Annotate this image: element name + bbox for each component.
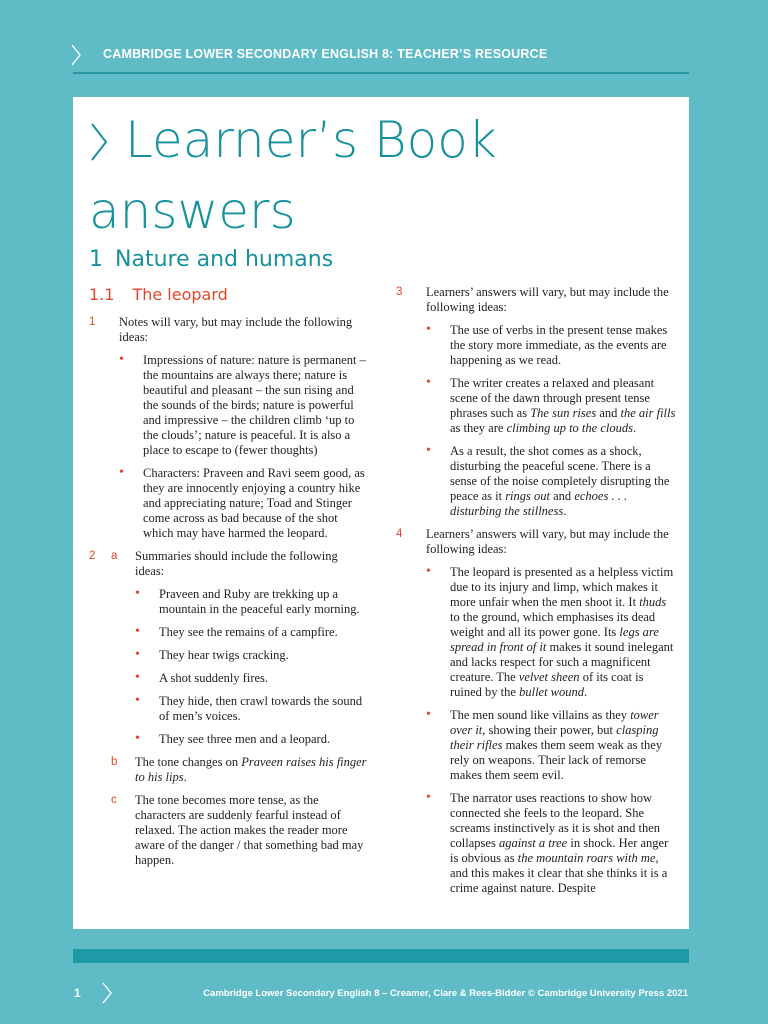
page-number: 1	[74, 986, 81, 1000]
question-2c	[89, 793, 369, 868]
list-item: • They hide, then crawl towards the sound of men’s voices.	[135, 694, 369, 724]
question-number: 2	[89, 550, 96, 562]
footer-credit: Cambridge Lower Secondary English 8 – Creamer, Clare & Rees-Bidder © Cambridge University Press 2021	[203, 988, 688, 999]
page-title	[87, 105, 497, 247]
list-item: • Praveen and Ruby are trekking up a mountain in the peaceful early morning.	[135, 587, 369, 617]
question-2b	[89, 755, 369, 785]
left-column	[89, 315, 369, 876]
page-sheet	[73, 97, 689, 929]
question-2	[89, 549, 369, 747]
list-item: • The men sound like villains as they tower over it, showing their power, but clasping their rifles makes them seem weak as they rely on weapons. Their lack of remorse makes them seem evil.	[426, 708, 676, 783]
list-item: • The writer creates a relaxed and pleasant scene of the dawn through present tense phrases such as The sun rises and the air fills as they are climbing up to the clouds.	[426, 376, 676, 436]
answer-text: The tone becomes more tense, as the characters are suddenly fearful instead of relaxed. The action makes the reader more aware of the danger / that something bad may happen.	[135, 793, 364, 867]
chapter-number: 1	[89, 247, 103, 272]
list-item: • The leopard is presented as a helpless victim due to its injury and limp, which makes it more unfair when the men shoot it. It thuds to the ground, which emphasises its dead weight and all its power gone. Its legs are spread in front of it makes it sound inelegant and lacks respect for such a magnificent creature. The velvet sheen of its coat is ruined by the bullet wound.	[426, 565, 676, 700]
question-number: 4	[396, 528, 403, 540]
list-item: • As a result, the shot comes as a shock, disturbing the peaceful scene. There is a sense of the noise completely disrupting the peace as it rings out and echoes . . . disturbing the stillness.	[426, 444, 676, 519]
chapter-heading	[89, 247, 333, 272]
list-item: • They see the remains of a campfire.	[135, 625, 369, 640]
page-footer	[0, 980, 768, 1010]
footer-bar	[73, 949, 689, 963]
chapter-title: Nature and humans	[115, 247, 334, 272]
question-intro: Learners’ answers will vary, but may include the following ideas:	[426, 527, 669, 556]
subquestion-label: b	[111, 756, 118, 768]
subquestion-label: a	[111, 550, 118, 562]
question-intro: Learners’ answers will vary, but may include the following ideas:	[426, 285, 669, 314]
list-item: • Impressions of nature: nature is permanent – the mountains are always there; nature is beautiful and pleasant – the sun rising and the sounds of the birds; nature is powerful and impressive – the children climb ‘up to the clouds’; nature is peaceful. It is also a place to escape to (fewer thoughts)	[119, 353, 369, 458]
page-title-line2: answers	[89, 182, 296, 240]
question-number: 3	[396, 286, 403, 298]
list-item: • A shot suddenly fires.	[135, 671, 369, 686]
list-item: • Characters: Praveen and Ravi seem good, as they are innocently enjoying a country hike and appreciating nature; Toad and Stinger come across as bad because of the shot which may have harmed the leopard.	[119, 466, 369, 541]
chevron-right-icon	[101, 982, 113, 1004]
header-rule	[73, 72, 689, 74]
question-1	[89, 315, 369, 541]
subquestion-label: c	[111, 794, 117, 806]
question-3	[396, 285, 676, 519]
question-intro: Notes will vary, but may include the following ideas:	[119, 315, 353, 344]
answer-text: The tone changes on Praveen raises his finger to his lips.	[135, 755, 367, 784]
running-header	[0, 0, 768, 74]
list-item: • They hear twigs cracking.	[135, 648, 369, 663]
question-4	[396, 527, 676, 896]
list-item: • They see three men and a leopard.	[135, 732, 369, 747]
right-column	[396, 285, 676, 904]
question-number: 1	[89, 316, 96, 328]
header-title: CAMBRIDGE LOWER SECONDARY ENGLISH 8: TEACHER’S RESOURCE	[103, 47, 548, 61]
section-heading	[89, 285, 228, 304]
chevron-right-icon	[70, 44, 82, 66]
section-number: 1.1	[89, 285, 115, 304]
list-item: • The use of verbs in the present tense makes the story more immediate, as the events are happening as we read.	[426, 323, 676, 368]
section-title: The leopard	[132, 285, 228, 304]
list-item: • The narrator uses reactions to show how connected she feels to the leopard. She screams instinctively as it is shot and then collapses against a tree in shock. Her anger is obvious as the mountain roars with me, and this makes it clear that she thinks it is a crime against nature. Despite	[426, 791, 676, 896]
page-title-line1: Learner’s Book	[125, 111, 497, 169]
chevron-right-icon	[89, 122, 109, 162]
question-intro: Summaries should include the following ideas:	[135, 549, 338, 578]
